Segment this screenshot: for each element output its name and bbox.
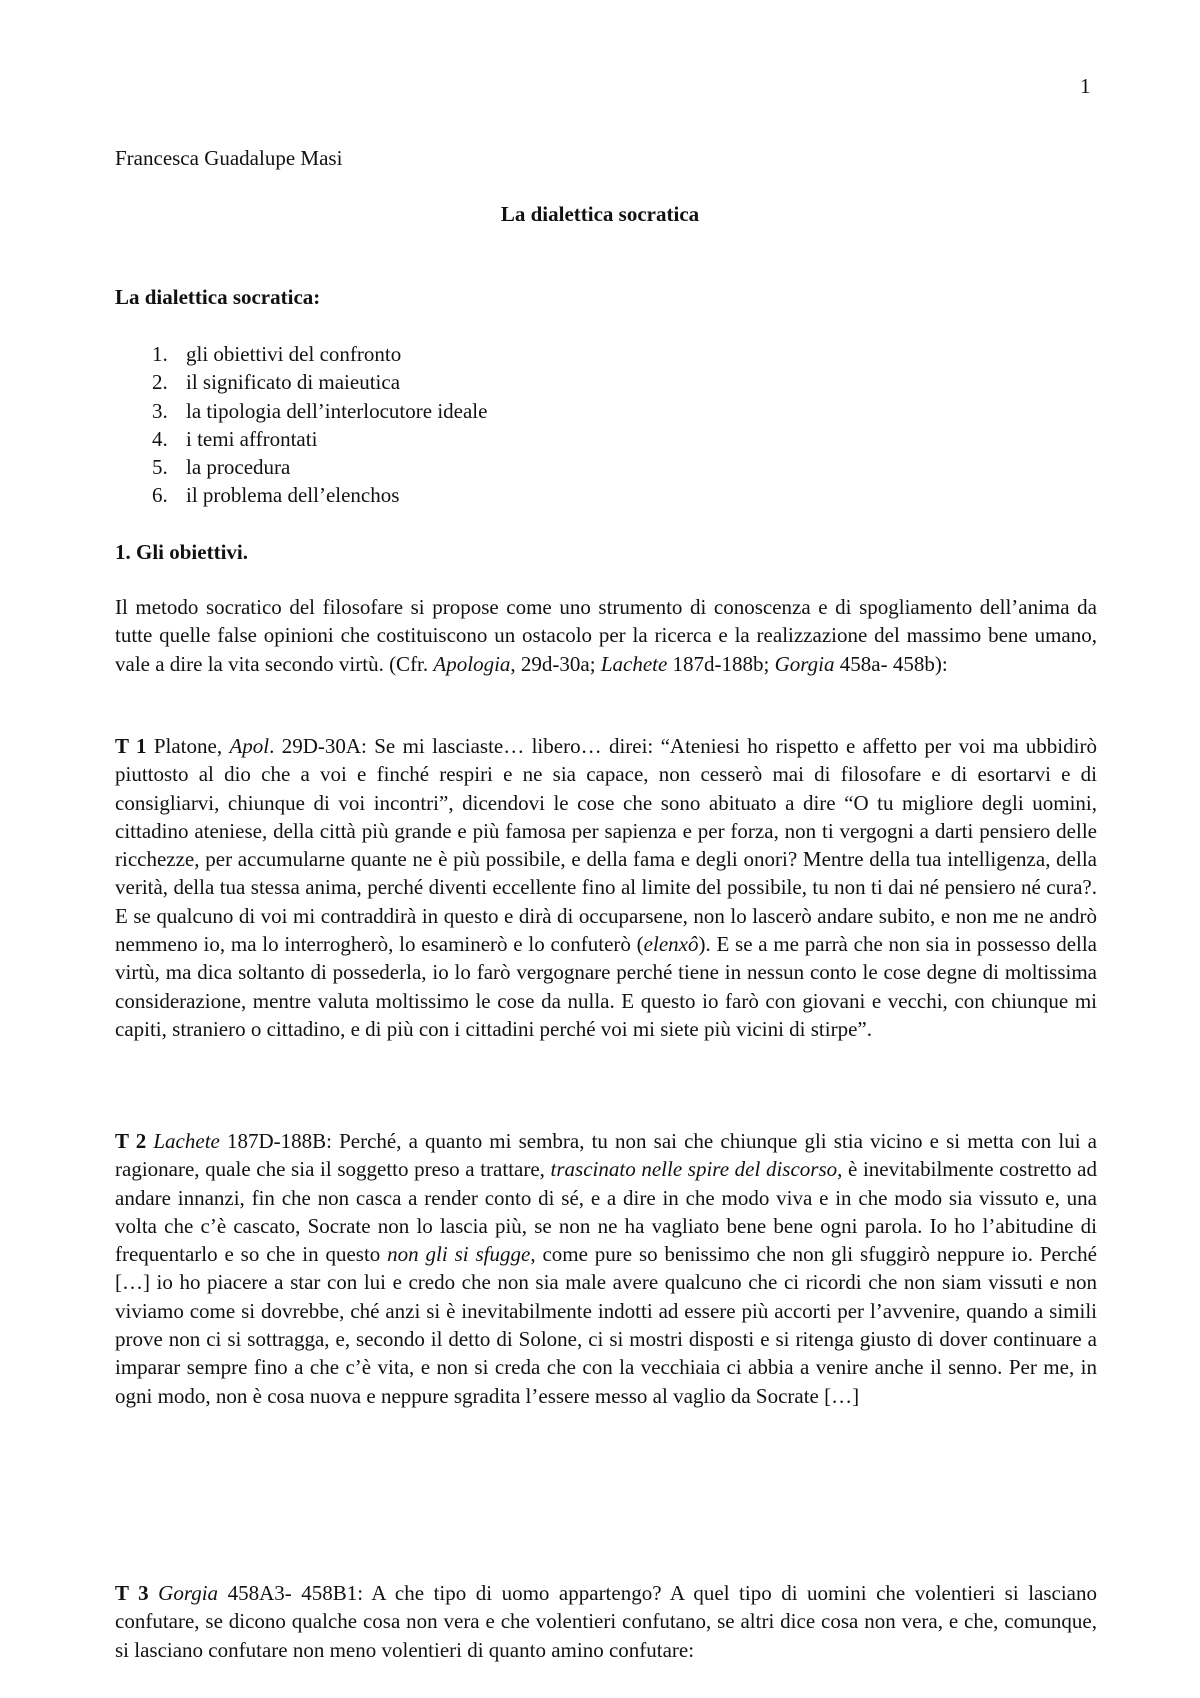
quote-label: T 1 — [115, 734, 147, 758]
section-heading: 1. Gli obiettivi. — [115, 540, 248, 564]
work-title: Lachete — [600, 651, 668, 676]
citation-locator: 187D-188B: — [219, 1129, 340, 1153]
outline-heading: La dialettica socratica: — [115, 285, 321, 309]
citation-locator: 458a- 458b): — [834, 651, 948, 676]
list-item — [152, 425, 487, 453]
list-item-label: la procedura — [186, 455, 291, 480]
quote-text: ). E se a me parrà che non sia in possesso della virtù, ma dica soltanto di possederla, io lo farò vergognare perché tiene in nessun conto le cose degne di moltissima considerazione, mentre valuta moltissimo le cose da nulla. E questo io farò con giovani e vecchi, con chiunque mi capiti, straniero o cittadino, e di più con i cittadini perché voi mi siete più vicini di stirpe”. — [115, 932, 1098, 1041]
list-item-number: 1. — [152, 342, 168, 366]
work-title: Gorgia — [158, 1581, 219, 1605]
author-name: Francesca Guadalupe Masi — [115, 146, 343, 170]
list-item — [152, 397, 487, 425]
page-number: 1 — [1080, 74, 1091, 98]
work-title: Gorgia — [774, 651, 835, 676]
work-title: Apologia — [433, 651, 511, 676]
quote-t3 — [115, 1579, 1097, 1664]
quote-text: , come pure so benissimo che non gli sfuggirò neppure io. Perché […] io ho piacere a star con lui e credo che non sia male avere qualcuno che ci ricordi che non siam vissuti e non viviamo come si dovrebbe, ché anzi si è inevitabilmente indotti ad essere più accorti per l’avvenire, quando a simili prove non ci si sottragga, e, secondo il detto di Solone, ci si mostri disposti e si ritenga giusto di dover continuare a imparar sempre fino a che c’è vita, e non si creda che con la vecchiaia ci abbia a venire anche il senno. Per me, in ogni modo, non è cosa nuova e neppure sgradita l’essere messo al vaglio da Socrate […] — [115, 1242, 1097, 1408]
quote-text: , è inevitabilmente costretto ad andare innanzi, fin che non casca a render conto di sé, e a dire in che modo viva e in che modo sia vissuto e, una volta che c’è cascato, Socrate non lo lascia più, se non ne ha vagliato bene bene ogni parola. Io ho l’abitudine di frequentarlo e so che in questo — [115, 1157, 1097, 1267]
list-item-label: gli obiettivi del confronto — [186, 342, 402, 366]
list-item — [152, 368, 487, 396]
quote-text: Perché, a quanto mi sembra, tu non sai che chiunque gli stia vicino e si metta con lui a ragionare, quale che sia il soggetto preso a trattare, — [115, 1129, 1097, 1182]
quote-label: T 3 — [115, 1581, 149, 1605]
list-item — [152, 453, 487, 481]
quote-text: A che tipo di uomo appartengo? A quel tipo di uomini che volentieri si lasciano confutare, se dicono qualche cosa non vera e che volentieri confutano, se altri dice cosa non vera, e che, comunque, si lasciano confutare non meno volentieri di quanto amino confutare: — [115, 1581, 1098, 1662]
quote-t2 — [115, 1127, 1097, 1410]
quote-label: T 2 — [115, 1129, 147, 1153]
italic-phrase: trascinato nelle spire del discorso — [550, 1157, 838, 1182]
greek-term: elenxô — [643, 932, 699, 957]
quote-author: Platone, — [146, 734, 230, 758]
list-item-number: 6. — [152, 483, 168, 508]
list-item-number: 4. — [152, 426, 168, 451]
quote-text: Se mi lasciaste… libero… direi: “Ateniesi ho rispetto e affetto per voi ma ubbidirò piuttosto al dio che a voi e finché respiri e ne sia capace, non cesserò mai di filosofare e di esortarvi e di consigliarvi, chiunque di voi incontri”, dicendovi le cose che sono abituato a dire “O tu migliore degli uomini, cittadino ateniese, della città più grande e più famosa per sapienza e per forza, non ti vergogni a darti pensiero delle ricchezze, per accumularne quante ne è più possibile, e della fama e degli onori? Mentre della tua intelligenza, della verità, della tua stessa anima, perché diventi eccellente fino al limite del possibile, tu non ti dai né pensiero né cura?. E se qualcuno di voi mi contraddirà in questo e dirà di occuparsene, non lo lascerò andare subito, e non me ne andrò nemmeno io, ma lo interrogherò, lo esaminerò e lo confuterò ( — [115, 734, 1097, 957]
list-item-label: il significato di maieutica — [186, 370, 401, 395]
intro-paragraph — [115, 593, 1097, 678]
italic-phrase: non gli si sfugge — [387, 1242, 531, 1267]
citation-locator: 187d-188b; — [667, 651, 775, 676]
list-item — [152, 340, 487, 368]
work-title: Apol — [229, 734, 270, 758]
paragraph-text: Il metodo socratico del filosofare si propose come uno strumento di conoscenza e di spogliamento dell’anima da tutte quelle false opinioni che costituiscono un ostacolo per la ricerca e la realizzazione del massimo bene umano, vale a dire la vita secondo virtù. (Cfr. — [115, 595, 1097, 676]
list-item-label: il problema dell’elenchos — [186, 483, 400, 508]
list-item-number: 3. — [152, 398, 168, 423]
document-title: La dialettica socratica — [500, 202, 700, 226]
citation-locator: , 29d-30a; — [510, 651, 601, 676]
outline-list — [152, 340, 487, 510]
work-title: Lachete — [153, 1129, 220, 1153]
list-item-number: 5. — [152, 455, 168, 480]
citation-locator: . 29D-30A: — [269, 734, 375, 758]
list-item — [152, 481, 487, 509]
quote-t1 — [115, 732, 1097, 1043]
list-item-label: la tipologia dell’interlocutore ideale — [186, 398, 488, 423]
citation-locator: 458A3- 458B1: — [218, 1581, 372, 1605]
list-item-label: i temi affrontati — [186, 426, 318, 451]
list-item-number: 2. — [152, 370, 168, 395]
